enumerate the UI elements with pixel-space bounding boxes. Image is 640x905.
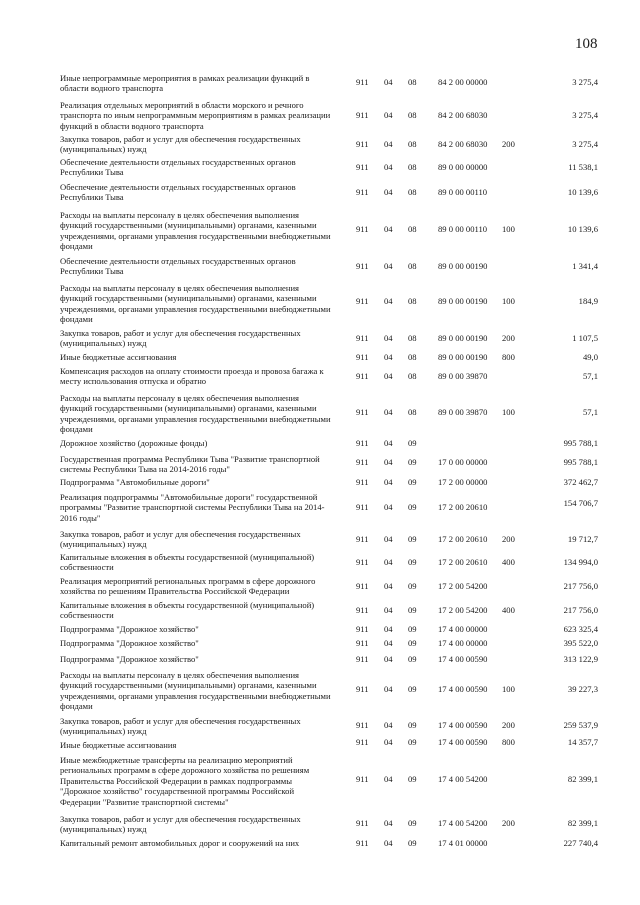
- row-target: 17 2 00 20610: [438, 534, 488, 544]
- row-amount: 11 538,1: [568, 162, 598, 172]
- row-section: 04: [384, 534, 393, 544]
- row-type: 200: [502, 139, 515, 149]
- row-target: 84 2 00 00000: [438, 77, 488, 87]
- row-target: 89 0 00 00190: [438, 352, 488, 362]
- row-section: 04: [384, 654, 393, 664]
- row-name: Реализация отдельных мероприятий в области морского и речного транспорта по иным непрограммным мероприятиям в рамках реализации функций в области водного транспорта: [60, 100, 331, 131]
- row-target: 17 2 00 54200: [438, 605, 488, 615]
- row-amount: 10 139,6: [567, 187, 598, 197]
- row-name: Расходы на выплаты персоналу в целях обеспечения выполнения функций государственными (муниципальными) органами, казенными учреждениями, органами управления государственными внебюджетными фондами: [60, 210, 331, 252]
- row-target: 17 4 00 00590: [438, 654, 488, 664]
- row-target: 89 0 00 00110: [438, 187, 488, 197]
- row-subsection: 08: [408, 162, 417, 172]
- row-amount: 39 227,3: [567, 684, 598, 694]
- row-admin: 911: [356, 477, 369, 487]
- row-subsection: 09: [408, 502, 417, 512]
- row-name: Иные межбюджетные трансферты на реализацию мероприятий региональных программ в сфере дорожного хозяйства по решениям Правительства Российской Федерации в рамках подпрограммы "Дорожное хозяйство" государственной программы Российской Федерации "Развитие транспортной системы": [60, 755, 310, 807]
- row-amount: 57,1: [582, 407, 598, 417]
- row-subsection: 08: [408, 352, 417, 362]
- row-section: 04: [384, 737, 393, 747]
- row-amount: 184,9: [578, 296, 598, 306]
- row-amount: 217 756,0: [563, 605, 598, 615]
- row-section: 04: [384, 557, 393, 567]
- row-section: 04: [384, 774, 393, 784]
- row-admin: 911: [356, 624, 369, 634]
- row-admin: 911: [356, 818, 369, 828]
- row-section: 04: [384, 838, 393, 848]
- row-admin: 911: [356, 187, 369, 197]
- row-admin: 911: [356, 407, 369, 417]
- row-section: 04: [384, 624, 393, 634]
- row-section: 04: [384, 371, 393, 381]
- row-admin: 911: [356, 581, 369, 591]
- row-admin: 911: [356, 261, 369, 271]
- row-subsection: 09: [408, 557, 417, 567]
- row-amount: 82 399,1: [567, 818, 598, 828]
- row-name: Капитальные вложения в объекты государственной (муниципальной) собственности: [60, 552, 315, 573]
- row-section: 04: [384, 407, 393, 417]
- row-subsection: 08: [408, 407, 417, 417]
- row-section: 04: [384, 261, 393, 271]
- row-name: Подпрограмма "Дорожное хозяйство": [60, 638, 199, 648]
- row-amount: 259 537,9: [563, 720, 598, 730]
- row-admin: 911: [356, 77, 369, 87]
- row-subsection: 09: [408, 684, 417, 694]
- row-amount: 154 706,7: [563, 498, 598, 508]
- row-amount: 1 107,5: [572, 333, 598, 343]
- row-name: Обеспечение деятельности отдельных государственных органов Республики Тыва: [60, 182, 296, 203]
- row-admin: 911: [356, 720, 369, 730]
- row-admin: 911: [356, 774, 369, 784]
- row-subsection: 08: [408, 187, 417, 197]
- row-section: 04: [384, 77, 393, 87]
- row-admin: 911: [356, 638, 369, 648]
- row-name: Государственная программа Республики Тыва "Развитие транспортной системы Республики Тыва на 2014-2016 годы": [60, 454, 320, 475]
- row-name: Обеспечение деятельности отдельных государственных органов Республики Тыва: [60, 157, 296, 178]
- row-target: 17 4 00 00000: [438, 638, 488, 648]
- row-subsection: 09: [408, 818, 417, 828]
- row-name: Капитальный ремонт автомобильных дорог и сооружений на них: [60, 838, 300, 848]
- row-target: 17 4 00 00590: [438, 737, 488, 747]
- row-target: 89 0 00 00190: [438, 333, 488, 343]
- row-name: Закупка товаров, работ и услуг для обеспечения государственных (муниципальных) нужд: [60, 134, 301, 155]
- row-section: 04: [384, 457, 393, 467]
- row-name: Расходы на выплаты персоналу в целях обеспечения выполнения функций государственными (муниципальными) органами, казенными учреждениями, органами управления государственными внебюджетными фондами: [60, 283, 331, 325]
- row-name: Иные бюджетные ассигнования: [60, 352, 177, 362]
- row-subsection: 08: [408, 77, 417, 87]
- row-amount: 217 756,0: [563, 581, 598, 591]
- row-admin: 911: [356, 139, 369, 149]
- row-amount: 10 139,6: [567, 224, 598, 234]
- row-section: 04: [384, 581, 393, 591]
- row-name: Подпрограмма "Автомобильные дороги": [60, 477, 210, 487]
- row-amount: 1 341,4: [572, 261, 598, 271]
- row-subsection: 09: [408, 457, 417, 467]
- row-admin: 911: [356, 110, 369, 120]
- row-type: 200: [502, 333, 515, 343]
- row-type: 100: [502, 684, 515, 694]
- row-section: 04: [384, 110, 393, 120]
- row-admin: 911: [356, 557, 369, 567]
- row-subsection: 09: [408, 838, 417, 848]
- row-type: 200: [502, 818, 515, 828]
- row-section: 04: [384, 477, 393, 487]
- row-type: 200: [502, 534, 515, 544]
- row-subsection: 08: [408, 333, 417, 343]
- row-name: Компенсация расходов на оплату стоимости проезда и провоза багажа к месту использования отпуска и обратно: [60, 366, 324, 387]
- row-target: 89 0 00 39870: [438, 371, 488, 381]
- row-type: 400: [502, 557, 515, 567]
- row-admin: 911: [356, 737, 369, 747]
- row-target: 89 0 00 00190: [438, 296, 488, 306]
- row-amount: 134 994,0: [563, 557, 598, 567]
- row-amount: 623 325,4: [563, 624, 598, 634]
- row-target: 17 2 00 20610: [438, 557, 488, 567]
- row-section: 04: [384, 438, 393, 448]
- row-target: 17 4 00 54200: [438, 774, 488, 784]
- row-subsection: 09: [408, 477, 417, 487]
- row-admin: 911: [356, 352, 369, 362]
- row-section: 04: [384, 139, 393, 149]
- row-target: 17 4 00 00000: [438, 624, 488, 634]
- row-type: 200: [502, 720, 515, 730]
- row-name: Иные бюджетные ассигнования: [60, 740, 177, 750]
- row-target: 89 0 00 39870: [438, 407, 488, 417]
- row-subsection: 08: [408, 110, 417, 120]
- row-name: Дорожное хозяйство (дорожные фонды): [60, 438, 208, 448]
- row-section: 04: [384, 162, 393, 172]
- row-amount: 49,0: [582, 352, 598, 362]
- row-target: 17 2 00 20610: [438, 502, 488, 512]
- row-amount: 3 275,4: [572, 77, 598, 87]
- row-admin: 911: [356, 605, 369, 615]
- row-subsection: 09: [408, 534, 417, 544]
- row-subsection: 09: [408, 720, 417, 730]
- row-admin: 911: [356, 371, 369, 381]
- row-name: Реализация мероприятий региональных программ в сфере дорожного хозяйства по решениям Правительства Российской Федерации: [60, 576, 316, 597]
- row-target: 89 0 00 00000: [438, 162, 488, 172]
- row-subsection: 08: [408, 296, 417, 306]
- row-target: 89 0 00 00190: [438, 261, 488, 271]
- row-name: Закупка товаров, работ и услуг для обеспечения государственных (муниципальных) нужд: [60, 814, 301, 835]
- row-target: 84 2 00 68030: [438, 110, 488, 120]
- row-amount: 3 275,4: [572, 110, 598, 120]
- row-name: Расходы на выплаты персоналу в целях обеспечения выполнения функций государственными (муниципальными) органами, казенными учреждениями, органами управления государственными внебюджетными фондами: [60, 670, 331, 712]
- row-section: 04: [384, 296, 393, 306]
- row-type: 100: [502, 407, 515, 417]
- row-subsection: 09: [408, 654, 417, 664]
- row-subsection: 09: [408, 774, 417, 784]
- row-admin: 911: [356, 457, 369, 467]
- row-name: Закупка товаров, работ и услуг для обеспечения государственных (муниципальных) нужд: [60, 529, 301, 550]
- row-target: 17 4 00 00590: [438, 684, 488, 694]
- row-target: 17 2 00 54200: [438, 581, 488, 591]
- row-type: 800: [502, 352, 515, 362]
- row-subsection: 08: [408, 224, 417, 234]
- row-section: 04: [384, 224, 393, 234]
- row-subsection: 09: [408, 605, 417, 615]
- row-section: 04: [384, 818, 393, 828]
- row-subsection: 09: [408, 624, 417, 634]
- row-section: 04: [384, 352, 393, 362]
- row-name: Обеспечение деятельности отдельных государственных органов Республики Тыва: [60, 256, 296, 277]
- row-target: 17 4 00 54200: [438, 818, 488, 828]
- row-amount: 57,1: [582, 371, 598, 381]
- row-amount: 995 788,1: [563, 457, 598, 467]
- row-name: Закупка товаров, работ и услуг для обеспечения государственных (муниципальных) нужд: [60, 328, 301, 349]
- row-section: 04: [384, 502, 393, 512]
- row-name: Подпрограмма "Дорожное хозяйство": [60, 654, 199, 664]
- row-name: Капитальные вложения в объекты государственной (муниципальной) собственности: [60, 600, 315, 621]
- row-subsection: 09: [408, 737, 417, 747]
- row-section: 04: [384, 605, 393, 615]
- row-subsection: 09: [408, 638, 417, 648]
- row-subsection: 09: [408, 438, 417, 448]
- row-admin: 911: [356, 162, 369, 172]
- row-amount: 82 399,1: [567, 774, 598, 784]
- row-name: Подпрограмма "Дорожное хозяйство": [60, 624, 199, 634]
- row-admin: 911: [356, 333, 369, 343]
- row-amount: 14 357,7: [567, 737, 598, 747]
- row-amount: 372 462,7: [563, 477, 598, 487]
- row-name: Реализация подпрограммы "Автомобильные дороги" государственной программы "Развитие транспортной системы Республики Тыва на 2014-2016 годы": [60, 492, 325, 523]
- row-type: 100: [502, 224, 515, 234]
- row-amount: 395 522,0: [563, 638, 598, 648]
- row-subsection: 09: [408, 581, 417, 591]
- row-name: Иные непрограммные мероприятия в рамках реализации функций в области водного транспорта: [60, 73, 310, 94]
- row-amount: 19 712,7: [567, 534, 598, 544]
- row-admin: 911: [356, 224, 369, 234]
- row-type: 800: [502, 737, 515, 747]
- row-admin: 911: [356, 438, 369, 448]
- row-admin: 911: [356, 534, 369, 544]
- row-admin: 911: [356, 502, 369, 512]
- row-name: Закупка товаров, работ и услуг для обеспечения государственных (муниципальных) нужд: [60, 716, 301, 737]
- row-amount: 313 122,9: [563, 654, 598, 664]
- row-section: 04: [384, 720, 393, 730]
- row-amount: 995 788,1: [563, 438, 598, 448]
- row-subsection: 08: [408, 261, 417, 271]
- row-target: 84 2 00 68030: [438, 139, 488, 149]
- row-section: 04: [384, 187, 393, 197]
- row-subsection: 08: [408, 139, 417, 149]
- row-target: 17 2 00 00000: [438, 477, 488, 487]
- row-target: 17 4 00 00590: [438, 720, 488, 730]
- row-target: 89 0 00 00110: [438, 224, 488, 234]
- row-admin: 911: [356, 296, 369, 306]
- row-admin: 911: [356, 684, 369, 694]
- row-subsection: 08: [408, 371, 417, 381]
- row-target: 17 4 01 00000: [438, 838, 488, 848]
- row-admin: 911: [356, 654, 369, 664]
- row-type: 100: [502, 296, 515, 306]
- row-amount: 227 740,4: [563, 838, 598, 848]
- row-name: Расходы на выплаты персоналу в целях обеспечения выполнения функций государственными (муниципальными) органами, казенными учреждениями, органами управления государственными внебюджетными фондами: [60, 393, 331, 435]
- page-number: 108: [575, 36, 598, 52]
- row-amount: 3 275,4: [572, 139, 598, 149]
- row-section: 04: [384, 333, 393, 343]
- row-admin: 911: [356, 838, 369, 848]
- row-target: 17 0 00 00000: [438, 457, 488, 467]
- row-section: 04: [384, 684, 393, 694]
- row-type: 400: [502, 605, 515, 615]
- row-section: 04: [384, 638, 393, 648]
